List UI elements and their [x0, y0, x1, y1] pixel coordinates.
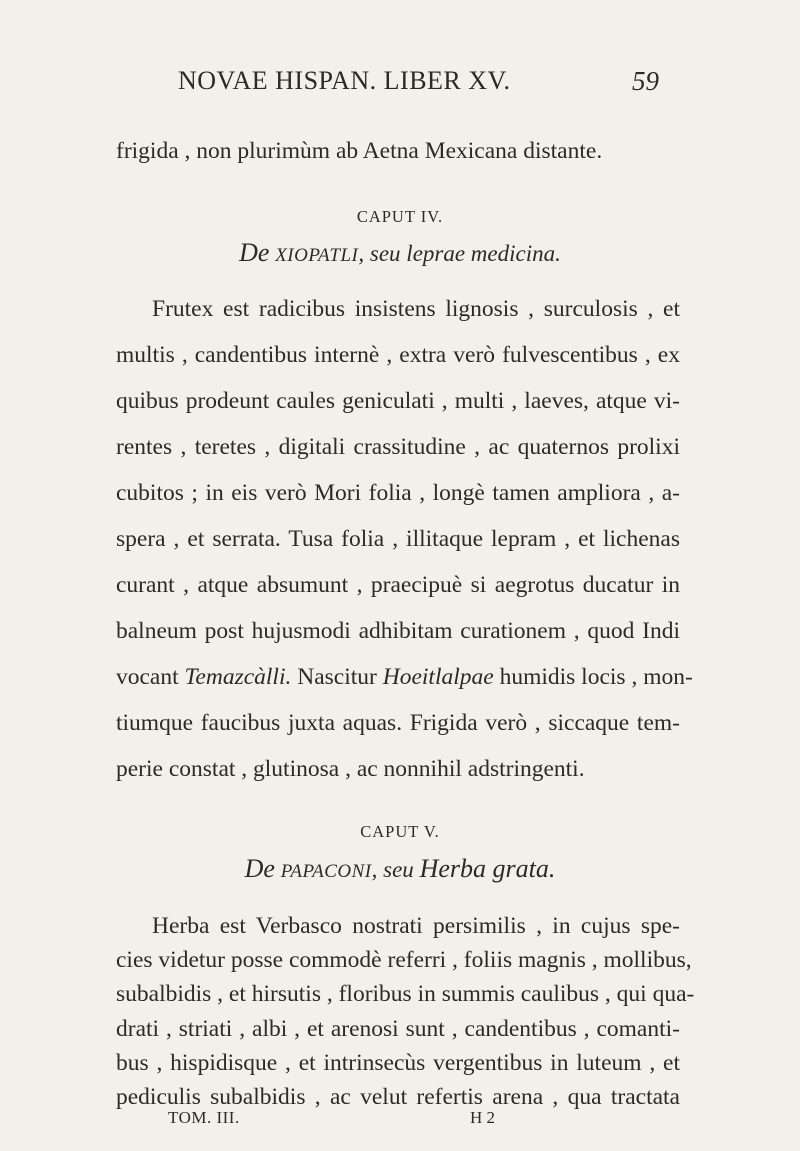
text-line: drati , striati , albi , et arenosi sunt , candentibus , comanti- [116, 1016, 680, 1042]
text-line: rentes , teretes , digitali crassitudine , ac quaternos prolixi [116, 434, 680, 460]
text-line: cubitos ; in eis verò Mori folia , longè tamen ampliora , a- [116, 480, 680, 506]
chapter-title-mid: , seu [371, 857, 414, 882]
text-word: Nascitur [297, 664, 377, 690]
text-line: quibus prodeunt caules geniculati , multi , laeves, atque vi- [116, 388, 680, 414]
chapter-title-rest: Herba grata. [419, 854, 556, 883]
text-line: bus , hispidisque , et intrinsecùs vergentibus in luteum , et [116, 1050, 680, 1076]
text-line: spera , et serrata. Tusa folia , illitaque lepram , et lichenas [116, 526, 680, 552]
page-number: 59 [632, 66, 659, 96]
text-line [116, 662, 693, 692]
signature-mark: H 2 [470, 1108, 496, 1127]
text-line: cies videtur posse commodè referri , foliis magnis , mollibus, [116, 947, 692, 973]
text-line: Frutex est radicibus insistens lignosis , surculosis , et [152, 296, 680, 322]
text-line: perie constat , glutinosa , ac nonnihil adstringenti. [116, 756, 585, 782]
text-line: tiumque faucibus juxta aquas. Frigida verò , siccaque tem- [116, 710, 680, 736]
text-italic: Temazcàlli. [184, 664, 292, 690]
text-line: Herba est Verbasco nostrati persimilis , in cujus spe- [152, 913, 680, 939]
chapter-heading: CAPUT V. [360, 822, 440, 841]
text-line: frigida , non plurimùm ab Aetna Mexicana distante. [116, 138, 603, 164]
text-line: balneum post hujusmodi adhibitam curationem , quod Indi [116, 618, 680, 644]
text-line: multis , candentibus internè , extra verò fulvescentibus , ex [116, 342, 680, 368]
text-line: curant , atque absumunt , praecipuè si aegrotus ducatur in [116, 572, 680, 598]
chapter-title-de: De [244, 854, 275, 883]
chapter-title [0, 854, 800, 884]
text-word: vocant [116, 664, 179, 690]
chapter-title-de: De [239, 238, 270, 267]
volume-mark: TOM. III. [168, 1108, 240, 1127]
chapter-title-rest: , seu leprae medicina. [358, 241, 561, 266]
chapter-title-name: XIOPATLI [275, 245, 359, 266]
text-line: pediculis subalbidis , ac velut refertis arena , qua tractata [116, 1084, 680, 1110]
text-word: humidis locis , mon- [499, 664, 693, 690]
running-head: NOVAE HISPAN. LIBER XV. [178, 66, 511, 95]
chapter-heading: CAPUT IV. [356, 207, 444, 226]
chapter-title-name: PAPACONI [280, 861, 372, 882]
text-line: subalbidis , et hirsutis , floribus in summis caulibus , qui qua- [116, 981, 695, 1007]
chapter-title [0, 238, 800, 268]
text-italic: Hoeitlalpae [382, 664, 494, 690]
